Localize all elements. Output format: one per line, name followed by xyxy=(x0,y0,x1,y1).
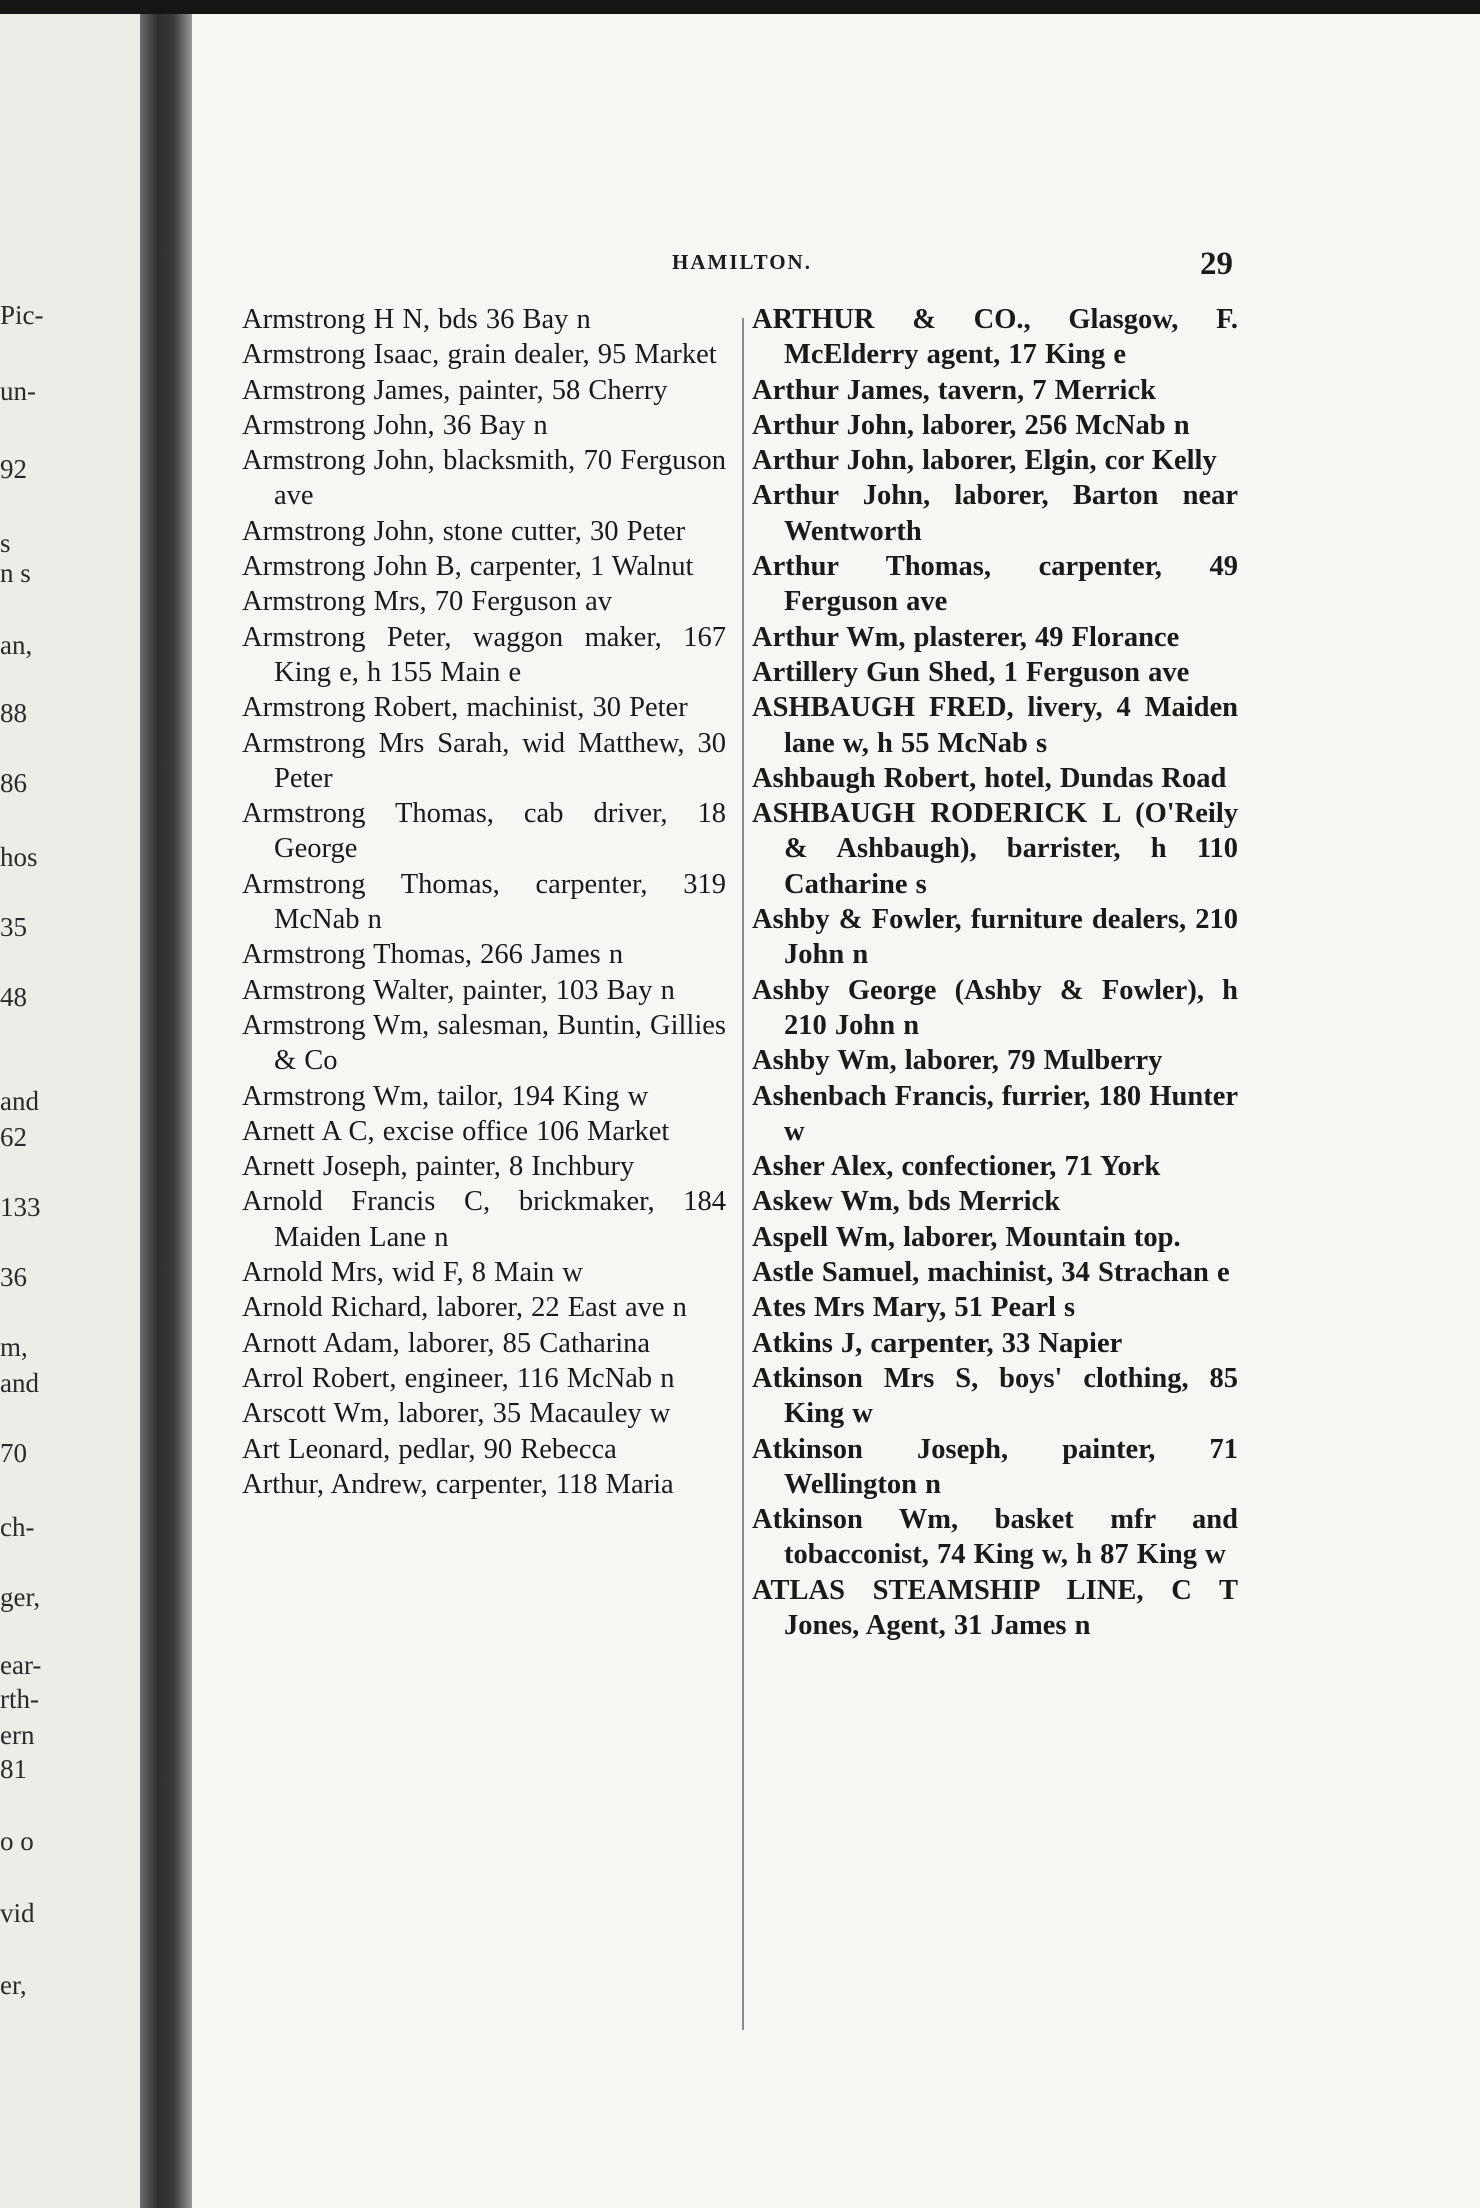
facing-page-fragment: 62 xyxy=(0,1122,27,1152)
directory-entry: Asher Alex, confectioner, 71 York xyxy=(752,1151,1161,1183)
directory-entry: Arscott Wm, laborer, 35 Macauley w xyxy=(242,1398,671,1430)
directory-entry: Atkinson Wm, basket mfr and tobacconist, 74 King w, h 87 King w xyxy=(752,1504,1238,1571)
running-head: HAMILTON. xyxy=(672,250,812,274)
directory-entry: Arnett Joseph, painter, 8 Inchbury xyxy=(242,1151,635,1183)
directory-entry: Armstrong H N, bds 36 Bay n xyxy=(242,304,591,335)
directory-entry: Arthur James, tavern, 7 Merrick xyxy=(752,374,1156,406)
column-divider xyxy=(742,318,744,2030)
facing-page-fragment: and xyxy=(0,1086,39,1116)
directory-entry: Ates Mrs Mary, 51 Pearl s xyxy=(752,1292,1076,1324)
facing-page-fragment: 88 xyxy=(0,698,27,728)
directory-entry: Ashby Wm, laborer, 79 Mulberry xyxy=(752,1045,1163,1077)
directory-entry: Atkinson Mrs S, boys' clothing, 85 King w xyxy=(752,1362,1238,1430)
facing-page-fragment: and xyxy=(0,1368,39,1398)
directory-entry: Astle Samuel, machinist, 34 Strachan e xyxy=(752,1257,1230,1289)
facing-page-fragment: o o xyxy=(0,1826,34,1856)
facing-page-fragment: ch- xyxy=(0,1512,35,1542)
directory-entry: Armstrong Peter, waggon maker, 167 King e, h 155 Main e xyxy=(242,621,726,688)
facing-page-fragment: un- xyxy=(0,376,36,406)
directory-entry: Armstrong Mrs, 70 Ferguson av xyxy=(242,586,613,618)
directory-entry: Armstrong Wm, tailor, 194 King w xyxy=(242,1080,649,1112)
left-column xyxy=(242,302,726,1502)
directory-entry: Armstrong James, painter, 58 Cherry xyxy=(242,374,668,406)
facing-page-edge xyxy=(0,14,140,2208)
directory-entry: Armstrong Thomas, 266 James n xyxy=(242,939,624,971)
directory-entry: Armstrong Robert, machinist, 30 Peter xyxy=(242,692,688,724)
directory-entry: Arthur, Andrew, carpenter, 118 Maria xyxy=(242,1468,674,1500)
facing-page-fragment: ern xyxy=(0,1720,35,1750)
directory-entry: Armstrong Isaac, grain dealer, 95 Market xyxy=(242,339,717,371)
facing-page-fragment: 36 xyxy=(0,1262,27,1292)
directory-entry: Arthur John, laborer, Barton near Wentworth xyxy=(752,480,1238,547)
directory-entry: Armstrong John B, carpenter, 1 Walnut xyxy=(242,551,694,583)
directory-entry: ARTHUR & CO., Glasgow, F. McElderry agent, 17 King e xyxy=(752,304,1238,371)
facing-page-fragment: m, xyxy=(0,1332,28,1362)
directory-entry: Armstrong John, blacksmith, 70 Ferguson ave xyxy=(242,445,726,512)
facing-page-fragment: ear- xyxy=(0,1650,42,1680)
directory-entry: Armstrong Wm, salesman, Buntin, Gillies & Co xyxy=(242,1009,726,1077)
directory-entry: Askew Wm, bds Merrick xyxy=(752,1186,1061,1218)
directory-entry: Ashenbach Francis, furrier, 180 Hunter w xyxy=(752,1080,1238,1147)
directory-entry: Armstrong Mrs Sarah, wid Matthew, 30 Peter xyxy=(242,727,726,794)
directory-entry: Armstrong John, stone cutter, 30 Peter xyxy=(242,515,686,547)
directory-entry: Armstrong Walter, painter, 103 Bay n xyxy=(242,974,675,1006)
facing-page-fragment: 92 xyxy=(0,454,27,484)
directory-entry: Ashby & Fowler, furniture dealers, 210 John n xyxy=(752,904,1238,971)
directory-entry: Arnold Francis C, brickmaker, 184 Maiden Lane n xyxy=(242,1186,726,1253)
directory-entry: Armstrong Thomas, cab driver, 18 George xyxy=(242,798,726,865)
directory-entry: Arnott Adam, laborer, 85 Catharina xyxy=(242,1327,651,1359)
directory-entry: Armstrong Thomas, carpenter, 319 McNab n xyxy=(242,868,726,936)
book-gutter-shadow xyxy=(140,14,192,2208)
facing-page-fragment: 86 xyxy=(0,768,27,798)
directory-entry: Ashbaugh Robert, hotel, Dundas Road xyxy=(752,762,1227,794)
directory-entry: ASHBAUGH RODERICK L (O'Reily & Ashbaugh), barrister, h 110 Catharine s xyxy=(752,798,1238,900)
directory-entry: Arthur Wm, plasterer, 49 Florance xyxy=(752,621,1180,653)
directory-entry: Arnett A C, excise office 106 Market xyxy=(242,1115,670,1147)
directory-entry: Art Leonard, pedlar, 90 Rebecca xyxy=(242,1433,617,1465)
facing-page-fragment: 133 xyxy=(0,1192,41,1222)
directory-entry: Aspell Wm, laborer, Mountain top. xyxy=(752,1221,1181,1253)
facing-page-fragment: an, xyxy=(0,630,33,660)
facing-page-fragment: er, xyxy=(0,1970,27,2000)
directory-entry: Armstrong John, 36 Bay n xyxy=(242,409,548,441)
directory-entry: Ashby George (Ashby & Fowler), h 210 John n xyxy=(752,974,1238,1041)
facing-page-fragment: vid xyxy=(0,1898,35,1928)
facing-page-fragment: 81 xyxy=(0,1754,27,1784)
directory-entry: ASHBAUGH FRED, livery, 4 Maiden lane w, h 55 McNab s xyxy=(752,692,1238,759)
scan-top-border xyxy=(0,0,1480,14)
facing-page-fragment: s xyxy=(0,528,11,558)
facing-page-fragment: rth- xyxy=(0,1684,39,1714)
directory-entry: ATLAS STEAMSHIP LINE, C T Jones, Agent, 31 James n xyxy=(752,1574,1238,1641)
page-number: 29 xyxy=(1200,246,1233,282)
facing-page-fragment: 35 xyxy=(0,912,27,942)
directory-entry: Arthur John, laborer, 256 McNab n xyxy=(752,409,1190,441)
facing-page-fragment: ger, xyxy=(0,1582,41,1612)
directory-entry: Arthur John, laborer, Elgin, cor Kelly xyxy=(752,445,1217,477)
facing-page-fragment: 48 xyxy=(0,982,27,1012)
directory-entry: Atkinson Joseph, painter, 71 Wellington n xyxy=(752,1433,1238,1500)
directory-entry: Artillery Gun Shed, 1 Ferguson ave xyxy=(752,656,1190,688)
facing-page-fragment: 70 xyxy=(0,1438,27,1468)
directory-entry: Arnold Mrs, wid F, 8 Main w xyxy=(242,1257,583,1289)
directory-entry: Arnold Richard, laborer, 22 East ave n xyxy=(242,1292,687,1324)
facing-page-fragment: hos xyxy=(0,842,38,872)
right-column xyxy=(752,302,1238,1643)
directory-entry: Atkins J, carpenter, 33 Napier xyxy=(752,1327,1123,1359)
facing-page-fragment: n s xyxy=(0,558,31,588)
directory-entry: Arrol Robert, engineer, 116 McNab n xyxy=(242,1362,675,1394)
facing-page-fragment: Pic- xyxy=(0,300,44,330)
directory-entry: Arthur Thomas, carpenter, 49 Ferguson ave xyxy=(752,551,1238,618)
